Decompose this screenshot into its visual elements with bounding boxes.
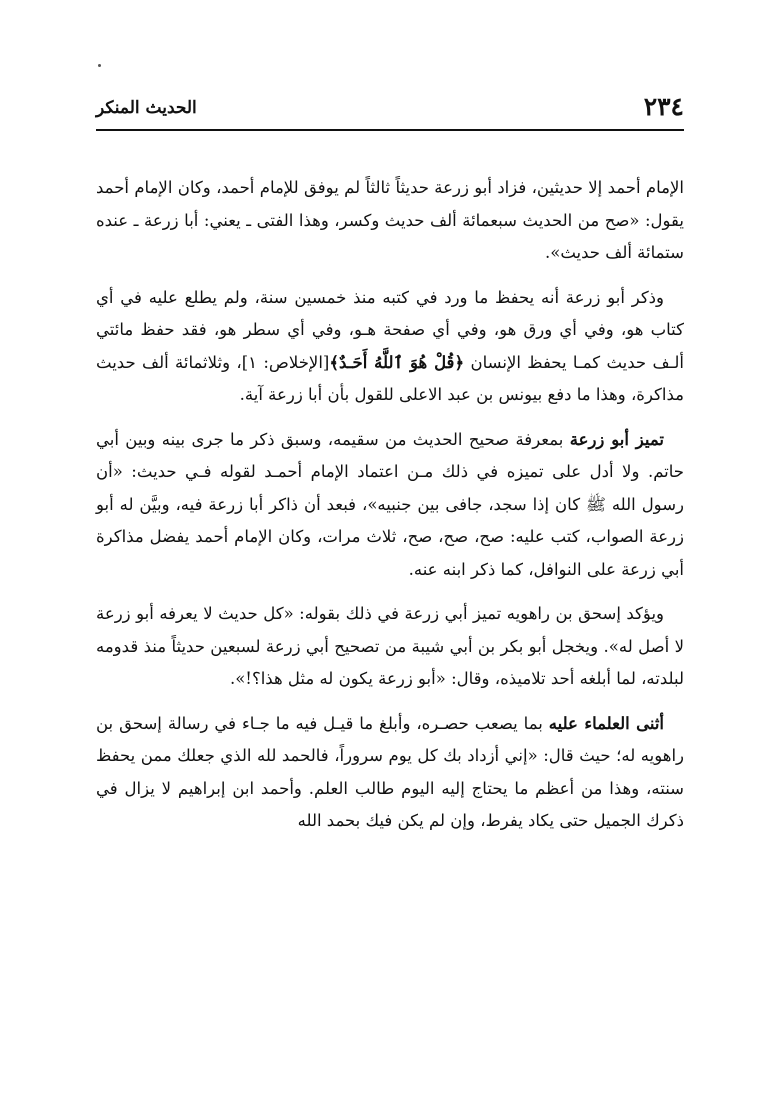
paragraph-5 (96, 708, 684, 838)
paragraph-2 (96, 282, 684, 412)
running-title: الحديث المنكر (96, 98, 197, 118)
paragraph-5-text: بما يصعب حصـره، وأبلغ ما قيـل فيه ما جـاء في رسالة إسحق بن راهويه له؛ حيث قال: «إني أزداد بك كل يوم سروراً، فالحمد لله الذي جعلك ممن يحفظ سنته، وهذا من أعظم ما يحتاج إليه اليوم طالب العلم. وأحمد ابن إبراهيم لا يزال في ذكرك الجميل حتى يكاد يفرط، وإن لم يكن فيك بحمد الله (96, 713, 684, 830)
paragraph-5-lead: أثنى العلماء عليه (548, 713, 665, 733)
paragraph-3-lead: تميز أبو زرعة (569, 429, 665, 449)
page-speck (98, 64, 101, 67)
paragraph-3-text: بمعرفة صحيح الحديث من سقيمه، وسبق ذكر ما جرى بينه وبين أبي حاتم. ولا أدل على تميزه في ذلك مـن اعتماد الإمام أحمـد لقوله فـي حديث: «أن رسول الله ﷺ كان إذا سجد، جافى بين جنبيه»، فبعد أن ذاكر أبا زرعة فيه، وبيَّن له أبو زرعة الصواب، كتب عليه: صح، صح، صح، ثلاث مرات، وكان الإمام أحمد يفضل مذاكرة أبي زرعة على النوافل، كما ذكر ابنه عنه. (96, 429, 684, 579)
main-text (96, 172, 684, 850)
paragraph-4: ويؤكد إسحق بن راهويه تميز أبي زرعة في ذلك بقوله: «كل حديث لا يعرفه أبو زرعة لا أصل له». ويخجل أبو بكر بن أبي شيبة من تصحيح أبي زرعة لسبعين حديثاً منذ قدومه لبلدته، لما أبلغه أحد تلاميذه، وقال: «أبو زرعة يكون له مثل هذا؟!». (96, 604, 684, 688)
paragraph-2-text-before: وذكر أبو زرعة أنه يحفظ ما ورد في كتبه منذ خمسين سنة، ولم يطلع عليه في أي كتاب هو، وفي أي ورق هو، وفي أي صفحة هـو، وفي أي سطر هو، فقد حفظ مائتي ألـف حديث كمـا يحفظ الإنسان (96, 287, 684, 372)
header-rule (96, 129, 684, 131)
paragraph-1: الإمام أحمد إلا حديثين، فزاد أبو زرعة حديثاً ثالثاً لم يوفق للإمام أحمد، وكان الإمام أحمد يقول: «صح من الحديث سبعمائة ألف حديث وكسر، وهذا الفتى ـ يعني: أبا زرعة ـ عنده ستمائة ألف حديث». (96, 178, 684, 262)
page-header (96, 92, 684, 126)
paragraph-2-text-after: [الإخلاص: ١]، وثلاثمائة ألف حديث مذاكرة، وهذا ما دفع بيونس بن عبد الاعلى للقول بأن أبا زرعة آية. (96, 352, 684, 404)
paragraph-3 (96, 424, 684, 587)
page-number: ٢٣٤ (643, 92, 684, 121)
quran-verse: ﴿قُلْ هُوَ ٱللَّهُ أَحَـدٌ﴾ (329, 352, 465, 372)
